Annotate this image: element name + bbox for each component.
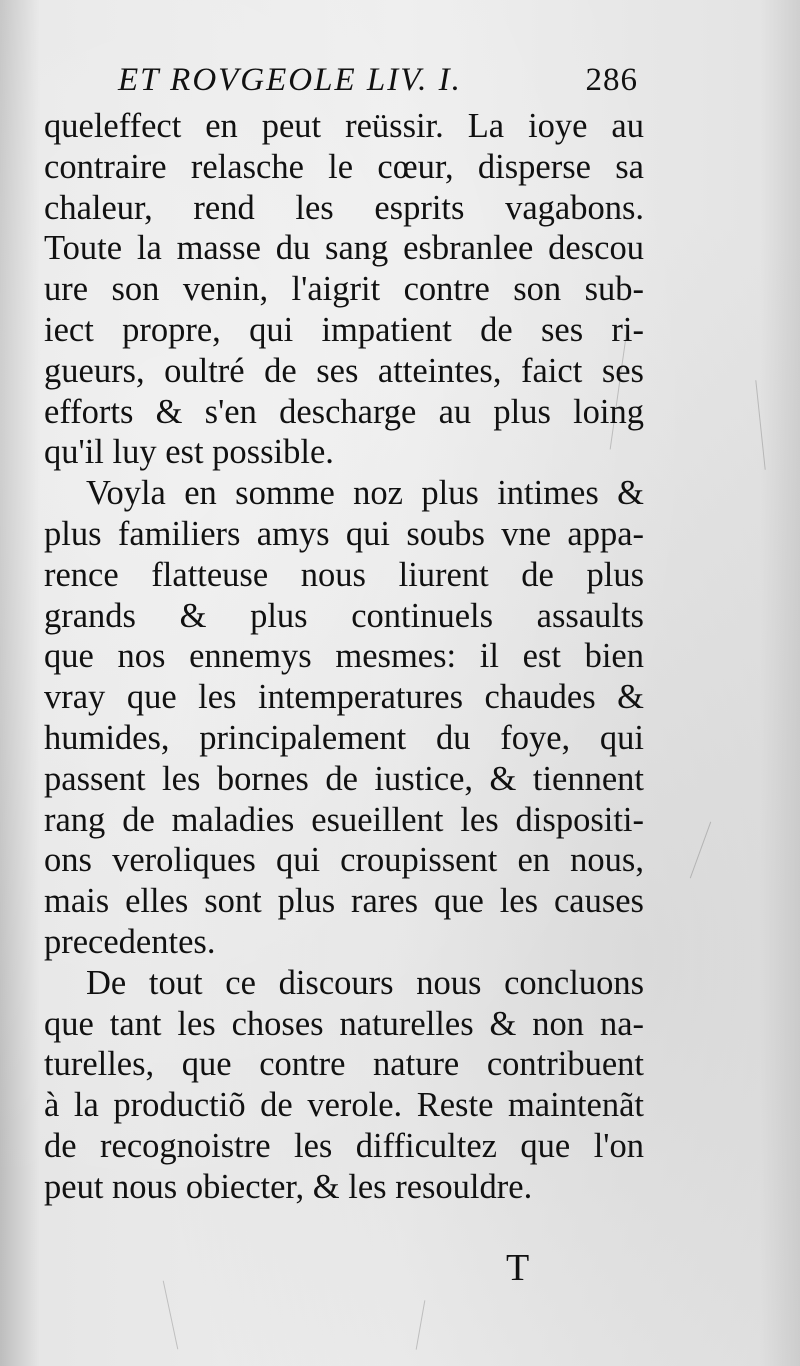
catchword: T: [506, 1247, 530, 1289]
text-line: precedentes.: [44, 922, 216, 961]
text-line: rence flatteuse nous liurent de plus: [44, 555, 644, 594]
text-line: De tout ce discours nous concluons: [86, 963, 644, 1002]
text-line: humides, principalement du foye, qui: [44, 718, 644, 757]
page-number: 286: [585, 62, 638, 98]
text-line: que tant les choses naturelles & non na-: [44, 1004, 644, 1043]
paper-scratch: [755, 380, 765, 470]
text-line: vray que les intemperatures chaudes &: [44, 678, 644, 717]
text-line: contraire relasche le cœur, disperse sa: [44, 147, 644, 186]
text-line: peut nous obiecter, & les resouldre.: [44, 1167, 533, 1206]
text-line: gueurs, oultré de ses atteintes, faict ses: [44, 351, 644, 390]
paragraph: [44, 963, 644, 1208]
paper-scratch: [163, 1281, 179, 1350]
text-line: iect propre, qui impatient de ses ri-: [44, 310, 644, 349]
text-line: turelles, que contre nature contribuent: [44, 1045, 644, 1084]
text-line: Voyla en somme noz plus intimes &: [86, 474, 644, 513]
text-line: efforts & s'en descharge au plus loing: [44, 392, 644, 431]
paragraph: [44, 106, 644, 473]
running-head: [118, 62, 638, 110]
text-line: grands & plus continuels assaults: [44, 596, 644, 635]
text-line: que nos ennemys mesmes: il est bien: [44, 637, 644, 676]
running-title: ET ROVGEOLE LIV. I.: [118, 62, 462, 98]
paper-scratch: [416, 1300, 426, 1349]
text-line: passent les bornes de iustice, & tiennent: [44, 759, 644, 798]
paper-scratch: [690, 822, 711, 879]
paragraph: [44, 473, 644, 963]
text-line: rang de maladies esueillent les dispositi-: [44, 800, 644, 839]
text-line: à la productiõ de verole. Reste maintenãt: [44, 1086, 644, 1125]
text-line: mais elles sont plus rares que les causes: [44, 882, 644, 921]
text-line: chaleur, rend les esprits vagabons.: [44, 188, 644, 227]
text-line: Toute la masse du sang esbranlee descou: [44, 229, 644, 268]
text-line: queleffect en peut reüssir. La ioye au: [44, 107, 644, 145]
text-line: ons veroliques qui croupissent en nous,: [44, 841, 644, 880]
text-line: plus familiers amys qui soubs vne appa-: [44, 514, 644, 553]
text-line: ure son venin, l'aigrit contre son sub-: [44, 270, 644, 309]
text-line: de recognoistre les difficultez que l'on: [44, 1126, 644, 1165]
text-line: qu'il luy est possible.: [44, 433, 334, 472]
body-text: [44, 106, 644, 1208]
